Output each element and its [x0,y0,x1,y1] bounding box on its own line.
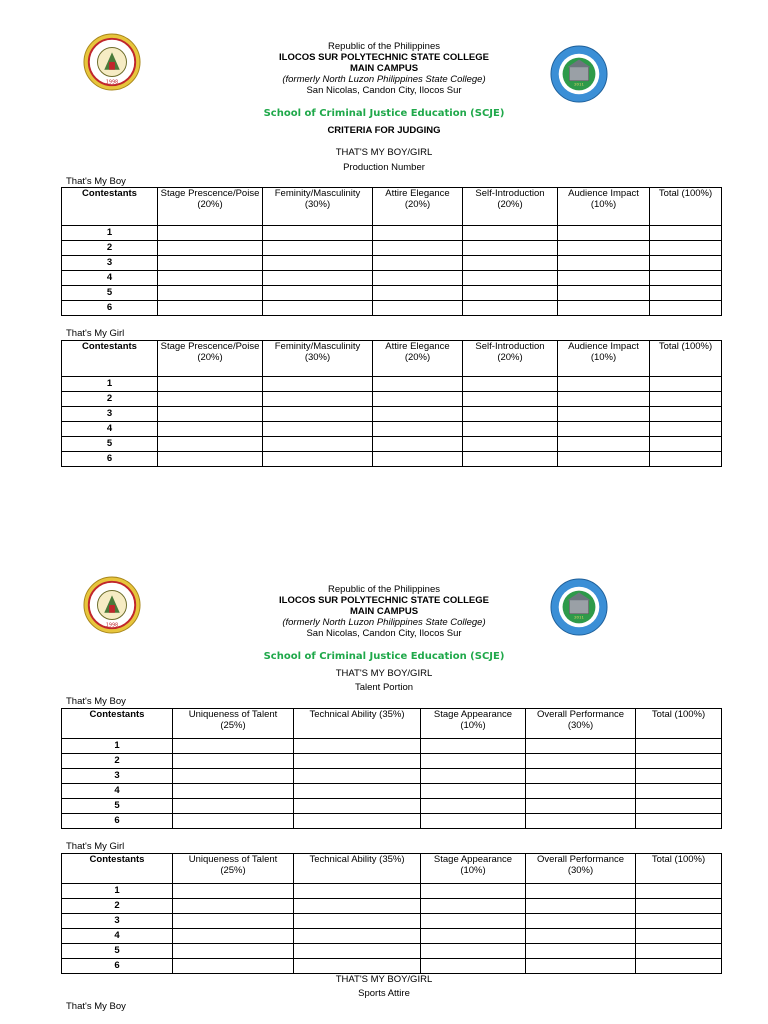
score-cell[interactable] [650,407,722,422]
score-cell[interactable] [526,884,636,899]
table-row [62,884,722,899]
score-cell[interactable] [558,407,650,422]
column-header: Contestants [62,854,173,884]
score-cell[interactable] [558,437,650,452]
score-cell[interactable] [650,256,722,271]
column-header: Overall Performance (30%) [526,854,636,884]
score-cell[interactable] [421,884,526,899]
score-cell[interactable] [526,929,636,944]
score-cell[interactable] [373,256,463,271]
table-row [62,452,722,467]
column-header: Technical Ability (35%) [294,854,421,884]
score-cell[interactable] [173,814,294,829]
score-cell[interactable] [526,899,636,914]
score-cell[interactable] [636,944,722,959]
score-cell[interactable] [463,271,558,286]
table-row [62,377,722,392]
score-cell[interactable] [173,754,294,769]
score-cell[interactable] [263,286,373,301]
score-cell[interactable] [263,452,373,467]
contestant-number: 6 [62,301,158,316]
score-cell[interactable] [263,271,373,286]
score-cell[interactable] [463,286,558,301]
score-cell[interactable] [173,884,294,899]
score-cell[interactable] [650,226,722,241]
score-cell[interactable] [421,754,526,769]
column-header: Audience Impact (10%) [558,341,650,377]
contestant-number: 3 [62,256,158,271]
contestant-number: 1 [62,226,158,241]
campus-name: MAIN CAMPUS [349,63,419,74]
score-cell[interactable] [650,422,722,437]
address-line: San Nicolas, Candon City, Ilocos Sur [306,85,462,96]
column-header: Total (100%) [650,188,722,226]
score-cell[interactable] [158,256,263,271]
contestant-number: 6 [62,452,158,467]
score-cell[interactable] [463,392,558,407]
table-row [62,899,722,914]
table-header-row [62,709,722,739]
table-row [62,784,722,799]
score-cell[interactable] [650,301,722,316]
table-row [62,256,722,271]
contestant-number: 4 [62,784,173,799]
score-cell[interactable] [463,422,558,437]
score-cell[interactable] [650,437,722,452]
score-cell[interactable] [421,739,526,754]
table-row [62,799,722,814]
score-cell[interactable] [650,452,722,467]
score-cell[interactable] [463,301,558,316]
score-cell[interactable] [558,301,650,316]
score-cell[interactable] [421,944,526,959]
table-row [62,914,722,929]
score-cell[interactable] [158,241,263,256]
next-boy-table-label: That's My Boy [66,1001,126,1012]
score-cell[interactable] [650,286,722,301]
contestant-number: 1 [62,377,158,392]
boy-table-label: That's My Boy [66,176,126,187]
score-cell[interactable] [263,377,373,392]
next-event-title: THAT'S MY BOY/GIRL [335,974,433,985]
score-cell[interactable] [158,271,263,286]
score-cell[interactable] [263,241,373,256]
score-cell[interactable] [373,437,463,452]
score-cell[interactable] [294,944,421,959]
column-header: Self-Introduction (20%) [463,341,558,377]
talent-boy-table [61,708,722,829]
production-boy-table [61,187,722,316]
score-cell[interactable] [294,959,421,974]
college-name: ILOCOS SUR POLYTECHNIC STATE COLLEGE [279,595,489,606]
table-row [62,392,722,407]
score-cell[interactable] [526,769,636,784]
score-cell[interactable] [158,422,263,437]
score-cell[interactable] [158,392,263,407]
score-cell[interactable] [636,899,722,914]
score-cell[interactable] [263,437,373,452]
table-header-row [62,854,722,884]
score-cell[interactable] [526,814,636,829]
event-title: THAT'S MY BOY/GIRL [335,668,433,679]
svg-text:2011: 2011 [574,614,584,620]
score-cell[interactable] [558,422,650,437]
table-row [62,241,722,256]
score-cell[interactable] [263,256,373,271]
score-cell[interactable] [463,226,558,241]
score-cell[interactable] [158,226,263,241]
formerly-line: (formerly North Luzon Philippines State College) [282,617,486,628]
table-row [62,407,722,422]
score-cell[interactable] [294,929,421,944]
contestant-number: 5 [62,286,158,301]
page-2-header [0,584,768,639]
table-row [62,929,722,944]
column-header: Contestants [62,188,158,226]
score-cell[interactable] [373,407,463,422]
portion-title: Talent Portion [354,682,414,693]
score-cell[interactable] [263,422,373,437]
score-cell[interactable] [558,271,650,286]
score-cell[interactable] [463,452,558,467]
contestant-number: 6 [62,814,173,829]
column-header: Stage Appearance (10%) [421,854,526,884]
svg-text:2011: 2011 [574,81,584,87]
score-cell[interactable] [636,784,722,799]
score-cell[interactable] [421,814,526,829]
column-header: Stage Prescence/Poise (20%) [158,188,263,226]
score-cell[interactable] [263,226,373,241]
contestant-number: 5 [62,437,158,452]
score-cell[interactable] [636,959,722,974]
column-header: Total (100%) [636,854,722,884]
score-cell[interactable] [421,914,526,929]
column-header: Overall Performance (30%) [526,709,636,739]
score-cell[interactable] [173,944,294,959]
score-cell[interactable] [263,392,373,407]
table-row [62,226,722,241]
address-line: San Nicolas, Candon City, Ilocos Sur [306,628,462,639]
table-row [62,959,722,974]
score-cell[interactable] [173,899,294,914]
score-cell[interactable] [421,784,526,799]
contestant-number: 4 [62,422,158,437]
score-cell[interactable] [636,884,722,899]
score-cell[interactable] [294,799,421,814]
column-header: Audience Impact (10%) [558,188,650,226]
republic-line: Republic of the Philippines [328,584,440,595]
table-row [62,271,722,286]
score-cell[interactable] [636,799,722,814]
score-cell[interactable] [158,377,263,392]
score-cell[interactable] [526,739,636,754]
contestant-number: 4 [62,929,173,944]
score-cell[interactable] [463,377,558,392]
contestant-number: 3 [62,407,158,422]
school-name: School of Criminal Justice Education (SCJE) [263,651,505,662]
score-cell[interactable] [173,799,294,814]
contestant-number: 2 [62,899,173,914]
republic-line: Republic of the Philippines [328,41,440,52]
contestant-number: 6 [62,959,173,974]
score-cell[interactable] [294,884,421,899]
score-cell[interactable] [373,377,463,392]
campus-name: MAIN CAMPUS [349,606,419,617]
score-cell[interactable] [158,407,263,422]
contestant-number: 5 [62,799,173,814]
score-cell[interactable] [294,899,421,914]
score-cell[interactable] [463,256,558,271]
score-cell[interactable] [421,799,526,814]
score-cell[interactable] [526,754,636,769]
table-row [62,814,722,829]
contestant-number: 5 [62,944,173,959]
table-row [62,944,722,959]
column-header: Attire Elegance (20%) [373,188,463,226]
table-row [62,754,722,769]
column-header: Contestants [62,341,158,377]
score-cell[interactable] [558,241,650,256]
score-cell[interactable] [558,286,650,301]
contestant-number: 3 [62,914,173,929]
score-cell[interactable] [636,769,722,784]
next-portion-title: Sports Attire [358,988,410,999]
table-header-row [62,341,722,377]
score-cell[interactable] [421,959,526,974]
score-cell[interactable] [526,784,636,799]
score-cell[interactable] [294,754,421,769]
table-row [62,422,722,437]
svg-text:1998: 1998 [105,623,119,629]
score-cell[interactable] [373,452,463,467]
score-cell[interactable] [526,799,636,814]
talent-girl-table [61,853,722,974]
contestant-number: 2 [62,754,173,769]
score-cell[interactable] [173,914,294,929]
column-header: Total (100%) [636,709,722,739]
column-header: Uniqueness of Talent (25%) [173,709,294,739]
score-cell[interactable] [294,814,421,829]
score-cell[interactable] [558,226,650,241]
formerly-line: (formerly North Luzon Philippines State College) [282,74,486,85]
table-row [62,437,722,452]
score-cell[interactable] [421,899,526,914]
score-cell[interactable] [636,739,722,754]
contestant-number: 1 [62,739,173,754]
score-cell[interactable] [463,407,558,422]
event-title: THAT'S MY BOY/GIRL [335,147,433,158]
table-header-row [62,188,722,226]
table-row [62,739,722,754]
svg-text:1998: 1998 [105,80,119,86]
column-header: Feminity/Masculinity (30%) [263,188,373,226]
contestant-number: 4 [62,271,158,286]
school-name: School of Criminal Justice Education (SCJE) [263,108,505,119]
score-cell[interactable] [158,301,263,316]
score-cell[interactable] [636,814,722,829]
score-cell[interactable] [373,392,463,407]
score-cell[interactable] [294,769,421,784]
score-cell[interactable] [650,241,722,256]
score-cell[interactable] [173,739,294,754]
production-girl-table [61,340,722,467]
score-cell[interactable] [421,929,526,944]
column-header: Technical Ability (35%) [294,709,421,739]
score-cell[interactable] [558,392,650,407]
score-cell[interactable] [650,392,722,407]
score-cell[interactable] [294,784,421,799]
boy-table-label: That's My Boy [66,696,126,707]
score-cell[interactable] [558,452,650,467]
score-cell[interactable] [158,286,263,301]
contestant-number: 2 [62,392,158,407]
contestant-number: 1 [62,884,173,899]
table-row [62,301,722,316]
column-header: Contestants [62,709,173,739]
column-header: Feminity/Masculinity (30%) [263,341,373,377]
score-cell[interactable] [463,437,558,452]
table-row [62,286,722,301]
score-cell[interactable] [373,241,463,256]
score-cell[interactable] [263,301,373,316]
score-cell[interactable] [636,914,722,929]
score-cell[interactable] [463,241,558,256]
score-cell[interactable] [294,739,421,754]
score-cell[interactable] [173,769,294,784]
score-cell[interactable] [526,914,636,929]
score-cell[interactable] [421,769,526,784]
score-cell[interactable] [173,784,294,799]
score-cell[interactable] [636,754,722,769]
score-cell[interactable] [558,377,650,392]
score-cell[interactable] [158,452,263,467]
girl-table-label: That's My Girl [66,841,125,852]
score-cell[interactable] [526,944,636,959]
college-name: ILOCOS SUR POLYTECHNIC STATE COLLEGE [279,52,489,63]
score-cell[interactable] [650,377,722,392]
column-header: Total (100%) [650,341,722,377]
score-cell[interactable] [373,422,463,437]
score-cell[interactable] [373,286,463,301]
score-cell[interactable] [173,929,294,944]
portion-title: Production Number [343,162,425,173]
score-cell[interactable] [526,959,636,974]
score-cell[interactable] [636,929,722,944]
criteria-title: CRITERIA FOR JUDGING [327,125,441,136]
column-header: Attire Elegance (20%) [373,341,463,377]
score-cell[interactable] [158,437,263,452]
contestant-number: 2 [62,241,158,256]
score-cell[interactable] [373,226,463,241]
score-cell[interactable] [650,271,722,286]
table-row [62,769,722,784]
column-header: Self-Introduction (20%) [463,188,558,226]
column-header: Uniqueness of Talent (25%) [173,854,294,884]
score-cell[interactable] [373,271,463,286]
column-header: Stage Prescence/Poise (20%) [158,341,263,377]
girl-table-label: That's My Girl [66,328,125,339]
score-cell[interactable] [263,407,373,422]
score-cell[interactable] [558,256,650,271]
score-cell[interactable] [294,914,421,929]
score-cell[interactable] [373,301,463,316]
score-cell[interactable] [173,959,294,974]
column-header: Stage Appearance (10%) [421,709,526,739]
contestant-number: 3 [62,769,173,784]
